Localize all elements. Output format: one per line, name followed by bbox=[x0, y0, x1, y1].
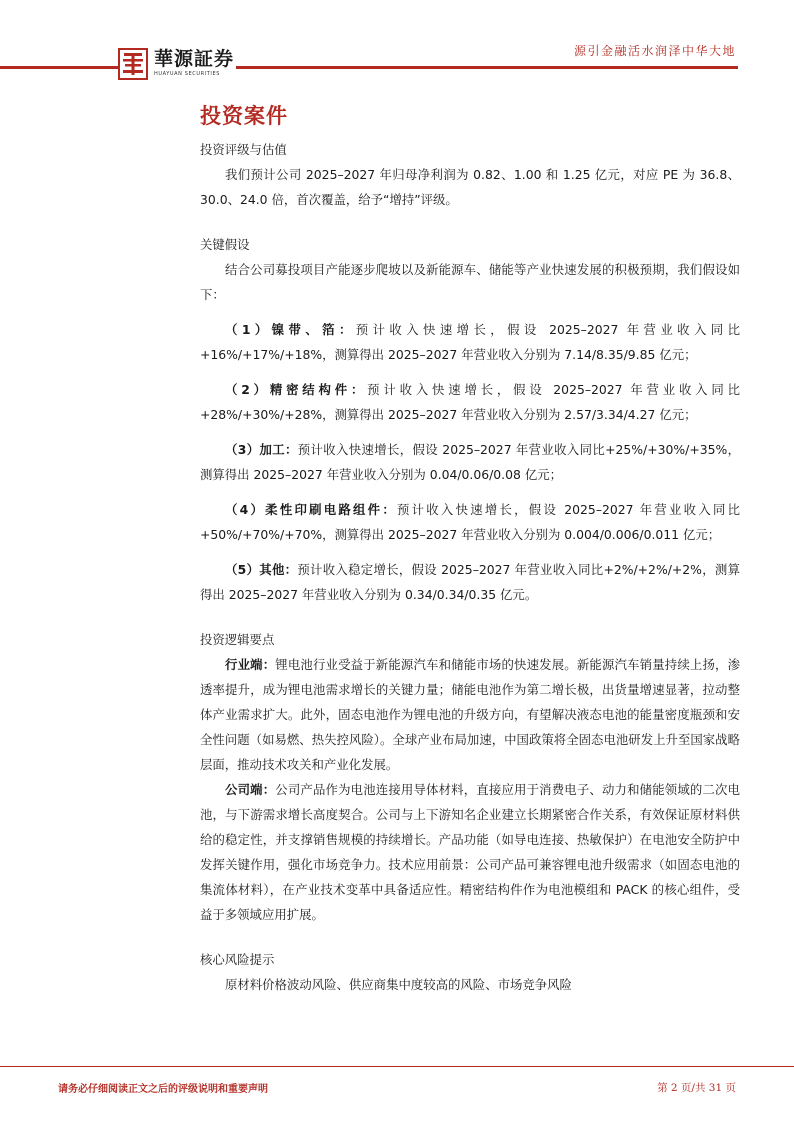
main-content bbox=[200, 137, 740, 997]
assumption-item bbox=[200, 317, 740, 367]
assumption-text: 预计收入稳定增长，假设 2025–2027 年营业收入同比+2%/+2%/+2%，测算得出 2025–2027 年营业收入分别为 0.34/0.34/0.35 亿元。 bbox=[200, 562, 740, 602]
logic-company bbox=[200, 777, 740, 927]
assumption-label: （5）其他： bbox=[225, 562, 298, 577]
rating-text: 我们预计公司 2025–2027 年归母净利润为 0.82、1.00 和 1.25 亿元，对应 PE 为 36.8、30.0、24.0 倍，首次覆盖，给予“增持”评级。 bbox=[200, 167, 740, 207]
company-text: 公司产品作为电池连接用导体材料，直接应用于消费电子、动力和储能领域的二次电池，与下游需求增长高度契合。公司与上下游知名企业建立长期紧密合作关系，有效保证原材料供给的稳定性，并支撑销售规模的持续增长。产品功能（如导电连接、热敏保护）在电池安全防护中发挥关键作用，强化市场竞争力。技术应用前景：公司产品可兼容锂电池升级需求（如固态电池的集流体材料），在产业技术变革中具备适应性。精密结构件作为电池模组和 PACK 的核心组件，受益于多领域应用扩展。 bbox=[200, 782, 741, 922]
logic-heading: 投资逻辑要点 bbox=[200, 632, 275, 647]
header-slogan: 源引金融活水润泽中华大地 bbox=[573, 44, 736, 58]
header-rule-left bbox=[0, 66, 118, 69]
assumption-text: 预计收入快速增长，假设 2025–2027 年营业收入同比+25%/+30%/+35%，测算得出 2025–2027 年营业收入分别为 0.04/0.06/0.08 亿元； bbox=[200, 442, 740, 482]
assumption-text: 预计收入快速增长，假设 2025–2027 年营业收入同比+28%/+30%/+28%，测算得出 2025–2027 年营业收入分别为 2.57/3.34/4.27 亿元； bbox=[200, 382, 741, 422]
assumption-text: 预计收入快速增长，假设 2025–2027 年营业收入同比+16%/+17%/+18%，测算得出 2025–2027 年营业收入分别为 7.14/8.35/9.85 亿元； bbox=[200, 322, 741, 362]
assumption-text: 预计收入快速增长，假设 2025–2027 年营业收入同比+50%/+70%/+70%，测算得出 2025–2027 年营业收入分别为 0.004/0.006/0.011 亿元； bbox=[200, 502, 741, 542]
assumption-item bbox=[200, 377, 740, 427]
assumption-label: （4）柔性印刷电路组件： bbox=[225, 502, 397, 517]
page-number: 第 2 页/共 31 页 bbox=[657, 1082, 736, 1094]
assumption-item bbox=[200, 557, 740, 607]
footer-disclaimer: 请务必仔细阅读正文之后的评级说明和重要声明 bbox=[58, 1084, 268, 1095]
company-label: 公司端： bbox=[225, 782, 276, 797]
assumption-label: （1）镍带、箔： bbox=[225, 322, 356, 337]
logic-industry bbox=[200, 652, 740, 777]
assumption-item bbox=[200, 497, 740, 547]
industry-label: 行业端： bbox=[225, 657, 276, 672]
footer-rule bbox=[0, 1066, 794, 1067]
assumptions-heading: 关键假设 bbox=[200, 237, 250, 252]
rating-heading: 投资评级与估值 bbox=[200, 142, 287, 157]
risks-heading: 核心风险提示 bbox=[200, 952, 275, 967]
company-logo bbox=[118, 48, 234, 80]
assumption-label: （2）精密结构件： bbox=[225, 382, 368, 397]
assumption-item bbox=[200, 437, 740, 487]
section-title: 投资案件 bbox=[200, 104, 288, 128]
header-rule-right bbox=[236, 66, 738, 69]
logo-chinese-name: 華源証券 bbox=[154, 48, 235, 70]
logo-emblem-icon bbox=[118, 48, 148, 80]
logo-english-name: HUAYUAN SECURITIES bbox=[154, 71, 221, 77]
assumptions-intro: 结合公司募投项目产能逐步爬坡以及新能源车、储能等产业快速发展的积极预期，我们假设如下： bbox=[200, 262, 740, 302]
industry-text: 锂电池行业受益于新能源汽车和储能市场的快速发展。新能源汽车销量持续上扬，渗透率提升，成为锂电池需求增长的关键力量；储能电池作为第二增长极，出货量增速显著，拉动整体产业需求扩大。此外，固态电池作为锂电池的升级方向，有望解决液态电池的能量密度瓶颈和安全性问题（如易燃、热失控风险）。全球产业布局加速，中国政策将全固态电池研发上升至国家战略层面，推动技术攻关和产业化发展。 bbox=[200, 657, 741, 772]
assumption-label: （3）加工： bbox=[225, 442, 298, 457]
risks-text: 原材料价格波动风险、供应商集中度较高的风险、市场竞争风险 bbox=[225, 977, 572, 992]
